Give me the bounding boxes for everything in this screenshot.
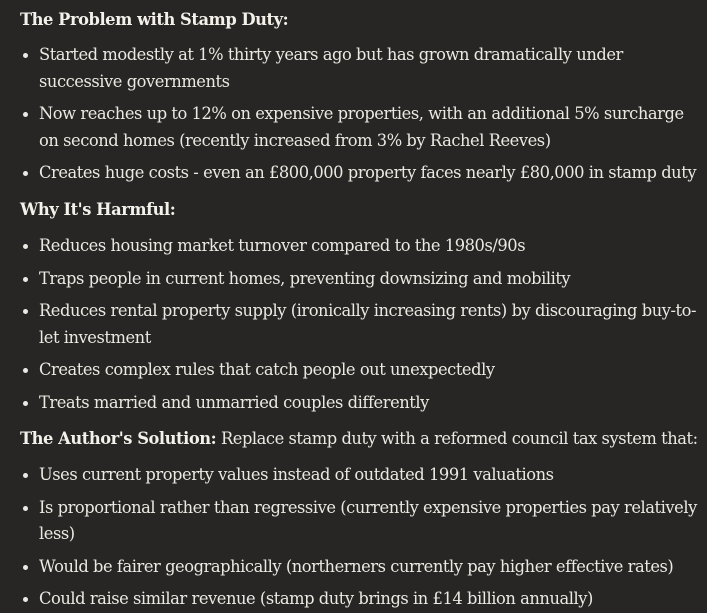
list-item: Reduces rental property supply (ironically increasing rents) by discouraging buy-to-let investment <box>20 298 700 351</box>
heading-bold: The Problem with Stamp Duty: <box>20 10 289 29</box>
heading-bold: The Author's Solution: <box>20 429 217 448</box>
list-item: Started modestly at 1% thirty years ago but has grown dramatically under successive governments <box>20 42 700 95</box>
list-item: Would be fairer geographically (northerners currently pay higher effective rates) <box>20 554 700 581</box>
section-heading-problem <box>20 9 288 31</box>
problem-list <box>20 42 700 187</box>
list-item: Is proportional rather than regressive (currently expensive properties pay relatively less) <box>20 495 700 548</box>
list-item: Uses current property values instead of outdated 1991 valuations <box>20 462 700 489</box>
list-item: Traps people in current homes, preventing downsizing and mobility <box>20 266 700 293</box>
list-item: Now reaches up to 12% on expensive properties, with an additional 5% surcharge on second homes (recently increased from 3% by Rachel Reeves) <box>20 101 700 154</box>
section-heading-harmful <box>20 199 175 221</box>
heading-suffix: Replace stamp duty with a reformed council tax system that: <box>216 429 698 448</box>
heading-bold: Why It's Harmful: <box>20 200 176 219</box>
list-item: Treats married and unmarried couples differently <box>20 390 700 417</box>
harmful-list <box>20 233 700 416</box>
list-item: Reduces housing market turnover compared to the 1980s/90s <box>20 233 700 260</box>
list-item: Creates huge costs - even an £800,000 property faces nearly £80,000 in stamp duty <box>20 160 700 187</box>
section-heading-solution <box>20 428 698 450</box>
list-item: Could raise similar revenue (stamp duty brings in £14 billion annually) <box>20 586 700 613</box>
list-item: Creates complex rules that catch people out unexpectedly <box>20 357 700 384</box>
